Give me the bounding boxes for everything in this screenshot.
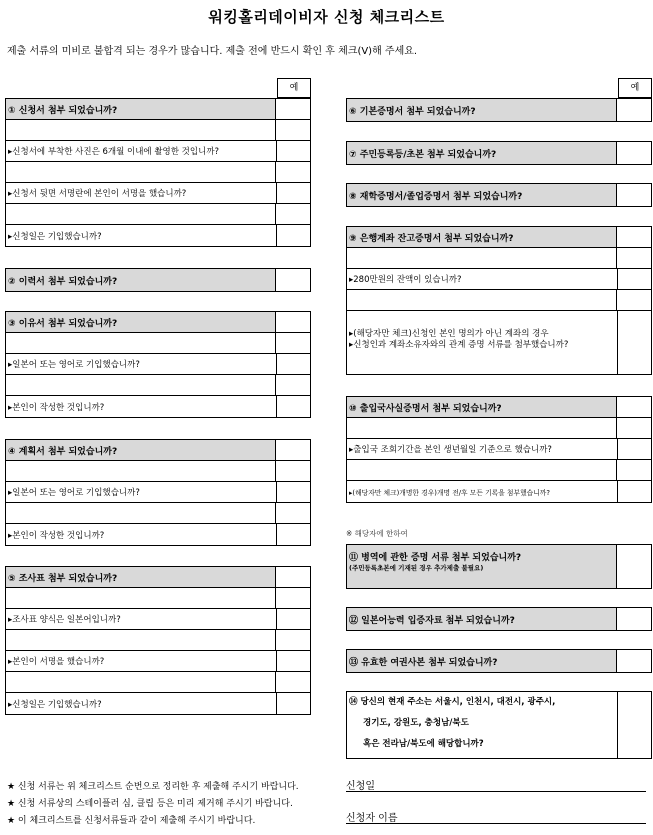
applicable-note: ※ 해당자에 한하여	[346, 529, 408, 538]
footer-note-3: ★ 이 체크리스트를 신청서류들과 같이 제출해 주시기 바랍니다.	[7, 816, 256, 826]
check-box[interactable]	[617, 481, 651, 502]
spacer-cell	[276, 204, 310, 224]
section-heading: ⑩ 출입국사실증명서 첨부 되었습니까?	[347, 397, 617, 417]
check-box[interactable]	[276, 99, 310, 119]
check-box[interactable]	[617, 142, 651, 164]
spacer-cell	[276, 162, 310, 182]
section-5-survey	[5, 566, 311, 715]
check-box[interactable]	[617, 227, 651, 247]
section-heading: ⑧ 재학증명서/졸업증명서 첨부 되었습니까?	[347, 184, 617, 206]
check-box[interactable]	[276, 269, 310, 291]
section-9-bank-balance	[346, 226, 652, 375]
question: ▸조사표 양식은 일본어입니까?	[8, 615, 121, 625]
check-box[interactable]	[617, 311, 651, 374]
section-heading	[347, 545, 617, 588]
check-box[interactable]	[617, 439, 651, 459]
question: ▸본인이 작성한 것입니까?	[8, 402, 105, 413]
yes-column-header: 예	[618, 78, 652, 98]
yes-column-header: 예	[277, 78, 311, 98]
check-box[interactable]	[276, 567, 310, 587]
section-heading: ⑤ 조사표 첨부 되었습니까?	[6, 567, 276, 587]
section-10-entry-exit	[346, 396, 652, 503]
check-box[interactable]	[617, 99, 651, 121]
page-title: 워킹홀리데이비자 신청 체크리스트	[208, 8, 445, 26]
question: ▸신청서에 부착한 사진은 6개월 이내에 촬영한 것입니까?	[8, 147, 220, 157]
check-box[interactable]	[617, 269, 651, 289]
application-date-field[interactable]	[346, 777, 646, 792]
address-question-line: 경기도, 강원도, 충청남/북도	[363, 718, 469, 728]
section-heading: ② 이력서 첨부 되었습니까?	[6, 269, 276, 291]
section-heading: ① 신청서 첨부 되었습니까?	[6, 99, 276, 119]
check-box[interactable]	[276, 440, 310, 460]
section-13-passport	[346, 649, 652, 673]
check-box[interactable]	[617, 650, 651, 672]
applicant-name-field[interactable]	[346, 809, 646, 824]
question: ▸일본어 또는 영어로 기입했습니까?	[8, 360, 140, 370]
left-column	[5, 78, 311, 718]
section-8-enrollment-cert	[346, 183, 652, 207]
question: ▸본인이 서명을 했습니까?	[8, 657, 105, 667]
question	[347, 311, 617, 374]
section-heading: ⑬ 유효한 여권사본 첨부 되었습니까?	[347, 650, 617, 672]
check-box[interactable]	[276, 354, 310, 374]
check-box[interactable]	[617, 692, 651, 758]
question: ▸일본어 또는 영어로 기입했습니까?	[8, 488, 140, 498]
section-heading: ⑨ 은행계좌 잔고증명서 첨부 되었습니까?	[347, 227, 617, 247]
section-4-plan	[5, 439, 311, 546]
section-heading-line: ⑪ 병역에 관한 증명 서류 첨부 되었습니까?	[349, 553, 522, 563]
instructions: 제출 서류의 미비로 불합격 되는 경우가 많습니다. 제출 전에 반드시 확인 후 체크(V)해 주세요.	[7, 46, 418, 57]
question: ▸(해당자만 체크)개명한 경우)개명 전/후 모든 기록을 첨부했습니까?	[349, 488, 550, 497]
section-heading: ⑦ 주민등록등/초본 첨부 되었습니까?	[347, 142, 617, 164]
section-7-resident-reg	[346, 141, 652, 165]
question: ▸신청서 뒷면 서명란에 본인이 서명을 했습니까?	[8, 189, 187, 199]
section-2-resume	[5, 268, 311, 292]
question: ▸280만원의 잔액이 있습니까?	[349, 275, 462, 285]
section-heading: ⑫ 일본어능력 입증자료 첨부 되었습니까?	[347, 608, 617, 630]
section-11-military	[346, 544, 652, 589]
question: ▸신청일은 기입했습니까?	[8, 699, 102, 710]
question-line: ▸(해당자만 체크)신청인 본인 명의가 아닌 계좌의 경우	[349, 329, 549, 339]
address-question	[347, 692, 617, 758]
spacer-cell	[276, 120, 310, 140]
check-box[interactable]	[617, 608, 651, 630]
question: ▸신청일은 기입했습니까?	[8, 231, 102, 242]
check-box[interactable]	[276, 524, 310, 545]
check-box[interactable]	[276, 312, 310, 332]
section-heading: ④ 계획서 첨부 되었습니까?	[6, 440, 276, 460]
section-3-reason	[5, 311, 311, 418]
check-box[interactable]	[276, 609, 310, 629]
section-heading: ③ 이유서 첨부 되었습니까?	[6, 312, 276, 332]
address-question-line: 혹은 전라남/북도에 해당합니까?	[363, 739, 484, 749]
section-heading: ⑥ 기본증명서 첨부 되었습니까?	[347, 99, 617, 121]
question: ▸출입국 조회기간을 본인 생년월일 기준으로 했습니까?	[349, 445, 552, 455]
section-12-japanese	[346, 607, 652, 631]
section-1-application	[5, 98, 311, 247]
footer-note-1: ★ 신청 서류는 위 체크리스트 순번으로 정리한 후 제출해 주시기 바랍니다.	[7, 782, 299, 792]
check-box[interactable]	[276, 693, 310, 714]
check-box[interactable]	[276, 396, 310, 417]
check-box[interactable]	[276, 651, 310, 671]
application-date-label: 신청일	[346, 781, 375, 792]
footer-note-2: ★ 신청 서류상의 스테이플러 심, 클립 등은 미리 제거해 주시기 바랍니다.	[7, 799, 293, 809]
check-box[interactable]	[617, 397, 651, 417]
question: ▸본인이 작성한 것입니까?	[8, 530, 105, 541]
section-14-address	[346, 691, 652, 759]
question-line: ▸신청인과 계좌소유자와의 관계 증명 서류를 첨부했습니까?	[349, 340, 569, 350]
check-box[interactable]	[276, 482, 310, 502]
section-heading-sub: (주민등록초본에 기재된 경우 추가제출 불필요)	[349, 564, 484, 572]
section-6-basic-cert	[346, 98, 652, 122]
applicant-name-label: 신청자 이름	[346, 813, 398, 824]
check-box[interactable]	[276, 225, 310, 246]
right-column	[346, 78, 652, 758]
check-box[interactable]	[276, 141, 310, 161]
check-box[interactable]	[617, 184, 651, 206]
check-box[interactable]	[276, 183, 310, 203]
check-box[interactable]	[617, 545, 651, 588]
address-question-line: ⑭ 당신의 현재 주소는 서울시, 인천시, 대전시, 광주시,	[349, 697, 556, 707]
